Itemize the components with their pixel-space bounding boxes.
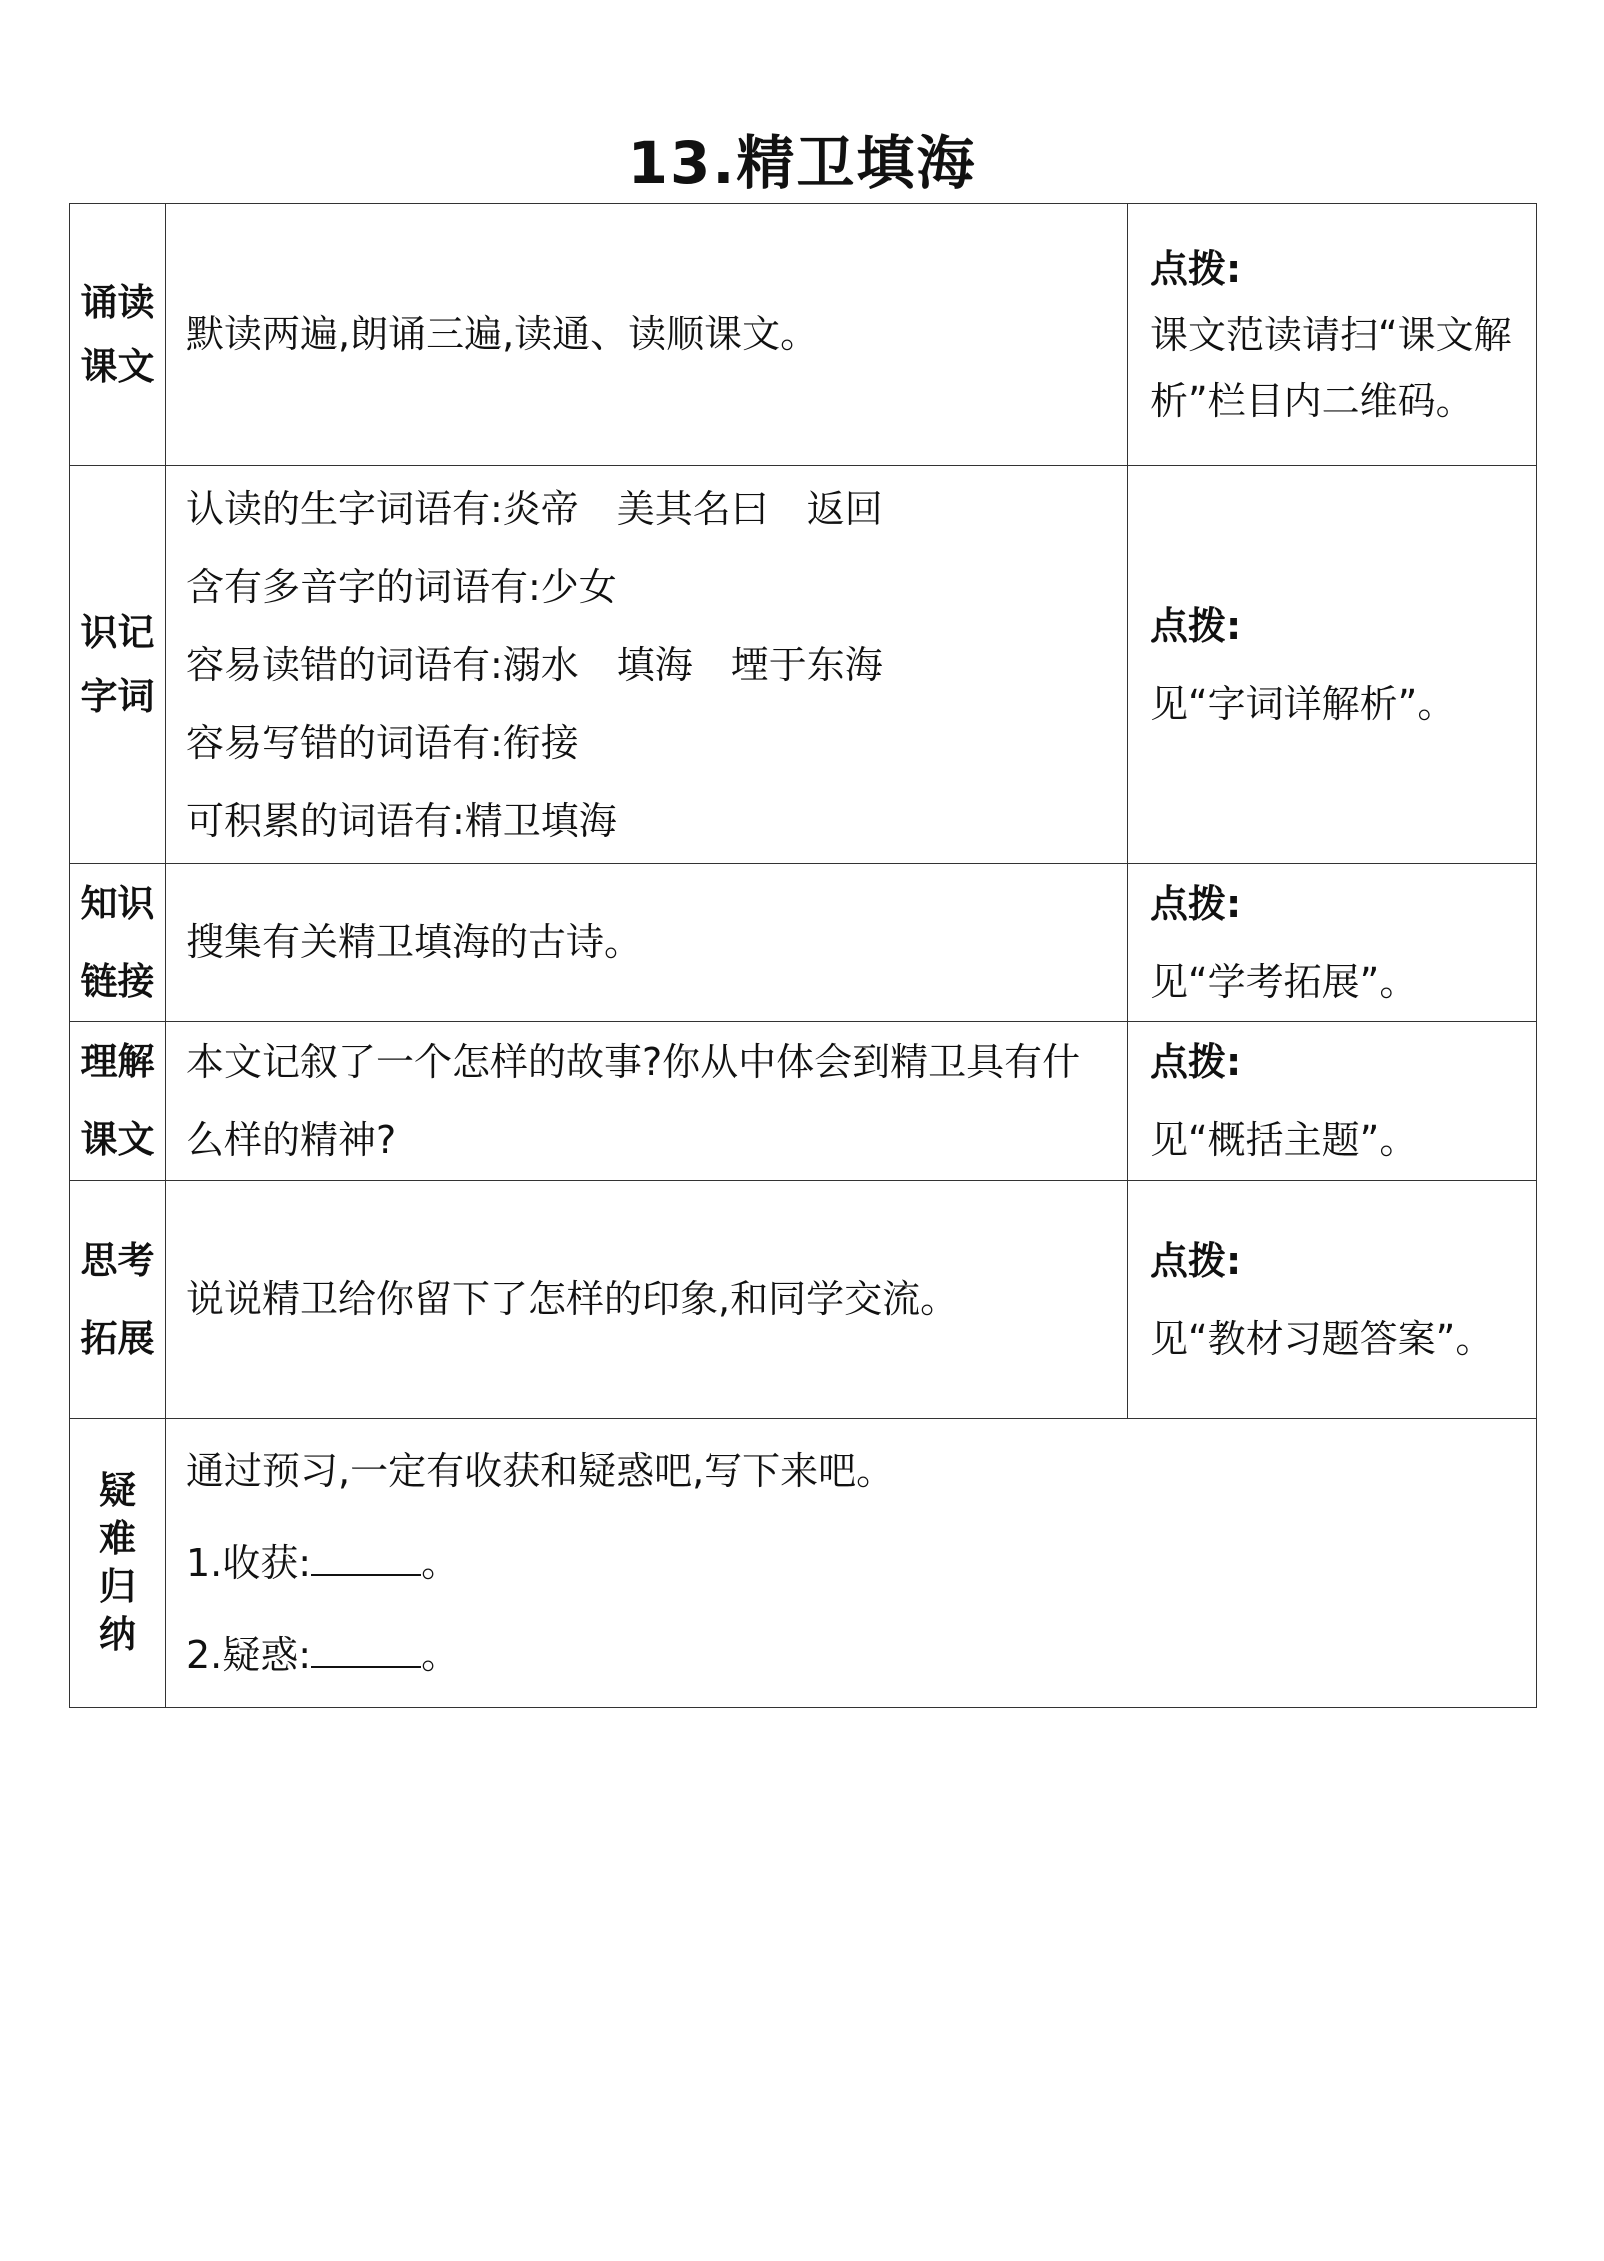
summary-item-gains — [186, 1517, 1524, 1609]
row-label — [70, 1181, 166, 1419]
table-row — [70, 466, 1537, 864]
row-label-line: 疑 — [99, 1469, 136, 1512]
table-row — [70, 1419, 1537, 1708]
content-line: 可积累的词语有:精卫填海 — [186, 798, 617, 843]
table-row — [70, 1022, 1537, 1181]
table-row — [70, 204, 1537, 466]
row-hint — [1128, 1022, 1537, 1181]
row-label — [70, 1419, 166, 1708]
content-line: 搜集有关精卫填海的古诗。 — [186, 920, 643, 964]
row-label-line: 归 — [99, 1565, 136, 1608]
hint-text: 见“概括主题”。 — [1150, 1118, 1418, 1162]
row-label-line: 理解 — [80, 1040, 155, 1083]
row-hint — [1128, 864, 1537, 1022]
row-label-line: 诵读 — [80, 280, 155, 324]
row-label — [70, 204, 166, 466]
summary-item-doubts — [186, 1609, 1524, 1701]
row-label-line: 难 — [99, 1517, 136, 1560]
row-label-line: 纳 — [99, 1613, 136, 1656]
row-content — [166, 864, 1128, 1022]
row-content — [166, 1022, 1128, 1181]
summary-intro: 通过预习,一定有收获和疑惑吧,写下来吧。 — [186, 1449, 895, 1493]
page-title: 13.精卫填海 — [627, 129, 977, 197]
row-label-line: 拓展 — [80, 1316, 155, 1360]
hint-heading: 点拨: — [1150, 603, 1242, 648]
summary-content — [166, 1419, 1537, 1708]
row-hint — [1128, 466, 1537, 864]
summary-item-end: 。 — [421, 1633, 460, 1677]
row-label — [70, 1022, 166, 1181]
row-label-line: 思考 — [80, 1238, 155, 1282]
row-label-line: 链接 — [80, 959, 155, 1003]
table-row — [70, 1181, 1537, 1419]
preview-worksheet-table — [69, 203, 1537, 1708]
summary-item-label: 1.收获: — [186, 1541, 312, 1585]
row-label-line: 课文 — [80, 344, 155, 388]
answer-blank[interactable] — [311, 1628, 421, 1668]
hint-text: 课文范读请扫“课文解析”栏目内二维码。 — [1150, 312, 1512, 423]
hint-heading: 点拨: — [1150, 1040, 1242, 1084]
hint-text: 见“学考拓展”。 — [1150, 959, 1418, 1004]
content-line: 容易读错的词语有:溺水 填海 堙于东海 — [186, 642, 883, 687]
content-line: 认读的生字词语有:炎帝 美其名曰 返回 — [186, 486, 883, 531]
row-label-line: 识记 — [80, 610, 155, 654]
row-label-line: 知识 — [80, 881, 155, 925]
summary-item-label: 2.疑惑: — [186, 1633, 312, 1677]
row-content — [166, 204, 1128, 466]
content-line: 含有多音字的词语有:少女 — [186, 564, 617, 609]
row-label-line: 字词 — [80, 674, 155, 718]
row-label — [70, 864, 166, 1022]
row-hint — [1128, 204, 1537, 466]
hint-heading: 点拨: — [1150, 246, 1242, 291]
hint-heading: 点拨: — [1150, 881, 1242, 926]
content-line: 说说精卫给你留下了怎样的印象,和同学交流。 — [186, 1277, 959, 1321]
row-content — [166, 1181, 1128, 1419]
hint-text: 见“教材习题答案”。 — [1150, 1316, 1494, 1361]
row-hint — [1128, 1181, 1537, 1419]
table-row — [70, 864, 1537, 1022]
row-label-line: 课文 — [80, 1118, 155, 1161]
hint-heading: 点拨: — [1150, 1238, 1242, 1283]
content-line: 容易写错的词语有:衔接 — [186, 720, 579, 765]
row-content — [166, 466, 1128, 864]
content-line: 默读两遍,朗诵三遍,读通、读顺课文。 — [186, 312, 819, 356]
answer-blank[interactable] — [311, 1536, 421, 1576]
content-line: 本文记叙了一个怎样的故事?你从中体会到精卫具有什么样的精神? — [186, 1040, 1081, 1162]
hint-text: 见“字词详解析”。 — [1150, 681, 1456, 726]
summary-item-end: 。 — [421, 1541, 460, 1585]
row-label — [70, 466, 166, 864]
